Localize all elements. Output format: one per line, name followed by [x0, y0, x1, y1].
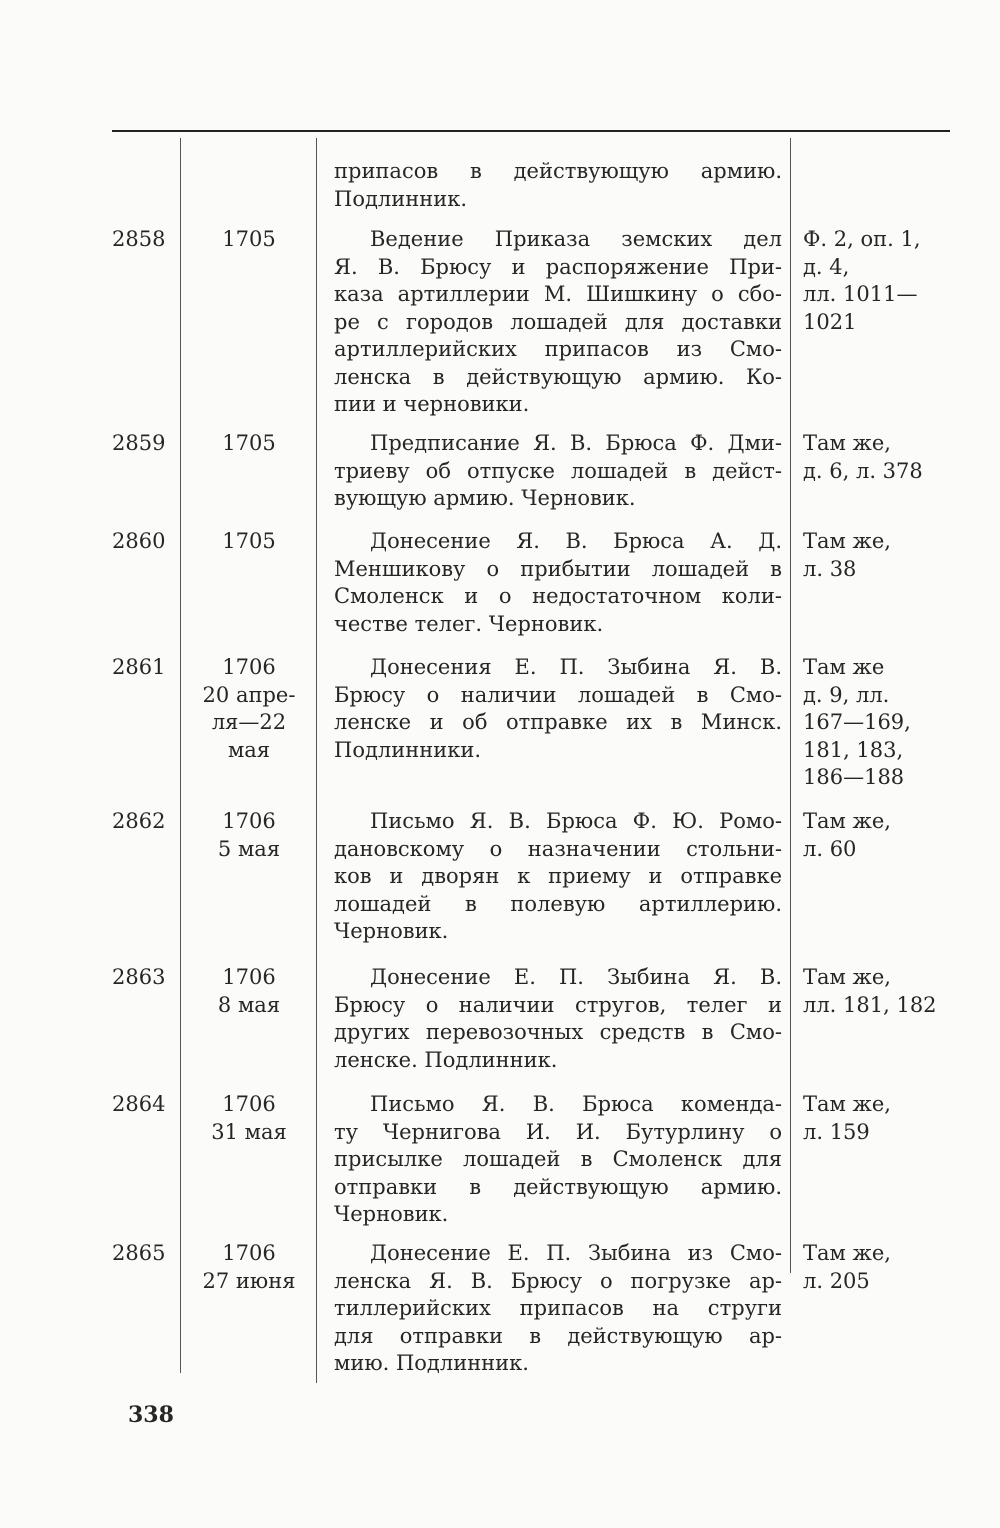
date-line: 5 мая [217, 836, 281, 861]
entry-number: 2863 [112, 965, 166, 989]
source-line: д. 9, лл. [803, 682, 890, 707]
source-line: л. 38 [803, 556, 857, 581]
source-line: л. 159 [803, 1119, 870, 1144]
source-line: Там же, [803, 431, 891, 455]
entry-date [186, 528, 312, 556]
source-line: д. 6, л. 378 [803, 458, 923, 483]
desc-line: дановскому о назначении стольни- [334, 836, 782, 861]
desc-line: Брюсу о наличии стругов, телег и [334, 992, 782, 1017]
entry-number: 2859 [112, 431, 166, 455]
date-line: 1706 [222, 1241, 276, 1265]
desc-line: Подлинники. [334, 737, 482, 762]
date-line: 31 мая [211, 1119, 287, 1144]
desc-line: Черновик. [334, 919, 449, 943]
source-line: д. 4, [803, 254, 850, 279]
desc-line: других перевозочных средств в Смо- [334, 1020, 782, 1044]
desc-line: артиллерийских припасов из Смо- [334, 337, 782, 361]
date-line: 8 мая [217, 992, 281, 1017]
entry-date [186, 1240, 312, 1295]
desc-line: Смоленск и о недостаточном коли- [334, 584, 782, 608]
entry-source [803, 430, 953, 485]
source-line: л. 205 [803, 1268, 870, 1293]
desc-line: ленска Я. В. Брюсу о погрузке ар- [334, 1268, 782, 1293]
desc-line: ленска в действующую армию. Ко- [334, 364, 782, 389]
date-line: 1706 [222, 809, 276, 833]
entry-source [803, 808, 953, 863]
entry-number: 2865 [112, 1241, 166, 1265]
desc-line: Черновик. [334, 1202, 449, 1226]
date-line: 1706 [222, 965, 276, 989]
desc-line: ков и дворян к приему и отправке [334, 864, 782, 888]
date-line: мая [227, 737, 271, 762]
top-rule [112, 130, 950, 132]
entry-date [186, 964, 312, 1019]
desc-line: Я. В. Брюсу и распоряжение При- [334, 254, 782, 279]
date-line: 1705 [222, 431, 276, 455]
date-line: 1706 [222, 1092, 276, 1116]
desc-line: ленске. Подлинник. [334, 1047, 558, 1072]
entry-number: 2860 [112, 529, 166, 553]
desc-line: присылке лошадей в Смоленск для [334, 1147, 782, 1171]
desc-line: Донесения Е. П. Зыбина Я. В. [370, 655, 782, 679]
entry-date [186, 226, 312, 254]
source-line: Там же, [803, 529, 891, 553]
date-line: ля—22 [211, 710, 287, 734]
entry-description [334, 1091, 782, 1229]
entry-description [334, 808, 782, 946]
entry-description [334, 964, 782, 1074]
desc-line: ту Чернигова И. И. Бутурлину о [334, 1119, 782, 1144]
desc-line: Донесение Е. П. Зыбина из Смо- [370, 1241, 782, 1265]
source-line: Там же, [803, 965, 891, 989]
entry-source [803, 654, 953, 792]
desc-line: Предписание Я. В. Брюса Ф. Дми- [370, 431, 782, 455]
desc-line: Подлинник. [334, 186, 468, 211]
desc-line: для отправки в действующую ар- [334, 1323, 782, 1348]
desc-line: ленске и об отправке их в Минск. [334, 710, 782, 734]
source-line: лл. 1011— [803, 282, 918, 306]
source-line: лл. 181, 182 [803, 992, 937, 1017]
entry-description [334, 226, 782, 419]
desc-line: вующую армию. Черновик. [334, 486, 636, 510]
desc-line: отправки в действующую армию. [334, 1174, 782, 1199]
entry-source [803, 1240, 953, 1295]
desc-line: пии и черновики. [334, 392, 530, 416]
entry-source [803, 964, 953, 1019]
source-line: л. 60 [803, 836, 857, 861]
entry-source [803, 226, 953, 336]
column-divider-2 [316, 138, 317, 1383]
source-line: Там же [803, 655, 885, 679]
desc-line: Меншикову о прибытии лошадей в [334, 556, 782, 581]
desc-line: ре с городов лошадей для доставки [334, 309, 782, 334]
entry-date [186, 430, 312, 458]
desc-line: припасов в действующую армию. [334, 159, 782, 183]
desc-line: честве телег. Черновик. [334, 611, 604, 636]
entry-description [334, 430, 782, 513]
desc-line: тиллерийских припасов на струги [334, 1296, 782, 1320]
date-line: 1705 [222, 529, 276, 553]
source-line: 186—188 [803, 765, 905, 789]
desc-line: триеву об отпуске лошадей в дейст- [334, 458, 782, 483]
column-divider-3 [790, 138, 791, 1273]
entry-number: 2858 [112, 227, 166, 251]
source-line: 1021 [803, 309, 857, 334]
desc-line: Ведение Приказа земских дел [370, 227, 782, 251]
desc-line: Брюсу о наличии лошадей в Смо- [334, 682, 782, 707]
desc-line: мию. Подлинник. [334, 1351, 529, 1375]
entry-number: 2861 [112, 655, 166, 679]
desc-line: каза артиллерии М. Шишкину о сбо- [334, 282, 782, 306]
entry-date [186, 808, 312, 863]
source-line: Там же, [803, 1092, 891, 1116]
source-line: Там же, [803, 809, 891, 833]
desc-line: Письмо Я. В. Брюса коменда- [370, 1092, 782, 1116]
continuation-desc [334, 158, 782, 213]
entry-source [803, 528, 953, 583]
desc-line: Донесение Е. П. Зыбина Я. В. [370, 965, 782, 989]
column-divider-1 [180, 138, 181, 1373]
date-line: 27 июня [202, 1268, 296, 1293]
source-line: 181, 183, [803, 737, 904, 762]
source-line: Ф. 2, оп. 1, [803, 227, 921, 251]
desc-line: Донесение Я. В. Брюса А. Д. [370, 529, 782, 553]
entry-description [334, 1240, 782, 1378]
entry-source [803, 1091, 953, 1146]
date-line: 1705 [222, 227, 276, 251]
desc-line: лошадей в полевую артиллерию. [334, 891, 782, 916]
entry-description [334, 528, 782, 638]
entry-number: 2864 [112, 1092, 166, 1116]
page-number: 338 [128, 1402, 174, 1428]
desc-line: Письмо Я. В. Брюса Ф. Ю. Ромо- [370, 809, 782, 833]
source-line: 167—169, [803, 710, 911, 734]
date-line: 20 апре- [202, 682, 296, 707]
date-line: 1706 [222, 655, 276, 679]
entry-number: 2862 [112, 809, 166, 833]
entry-date [186, 1091, 312, 1146]
entry-date [186, 654, 312, 764]
source-line: Там же, [803, 1241, 891, 1265]
entry-description [334, 654, 782, 764]
